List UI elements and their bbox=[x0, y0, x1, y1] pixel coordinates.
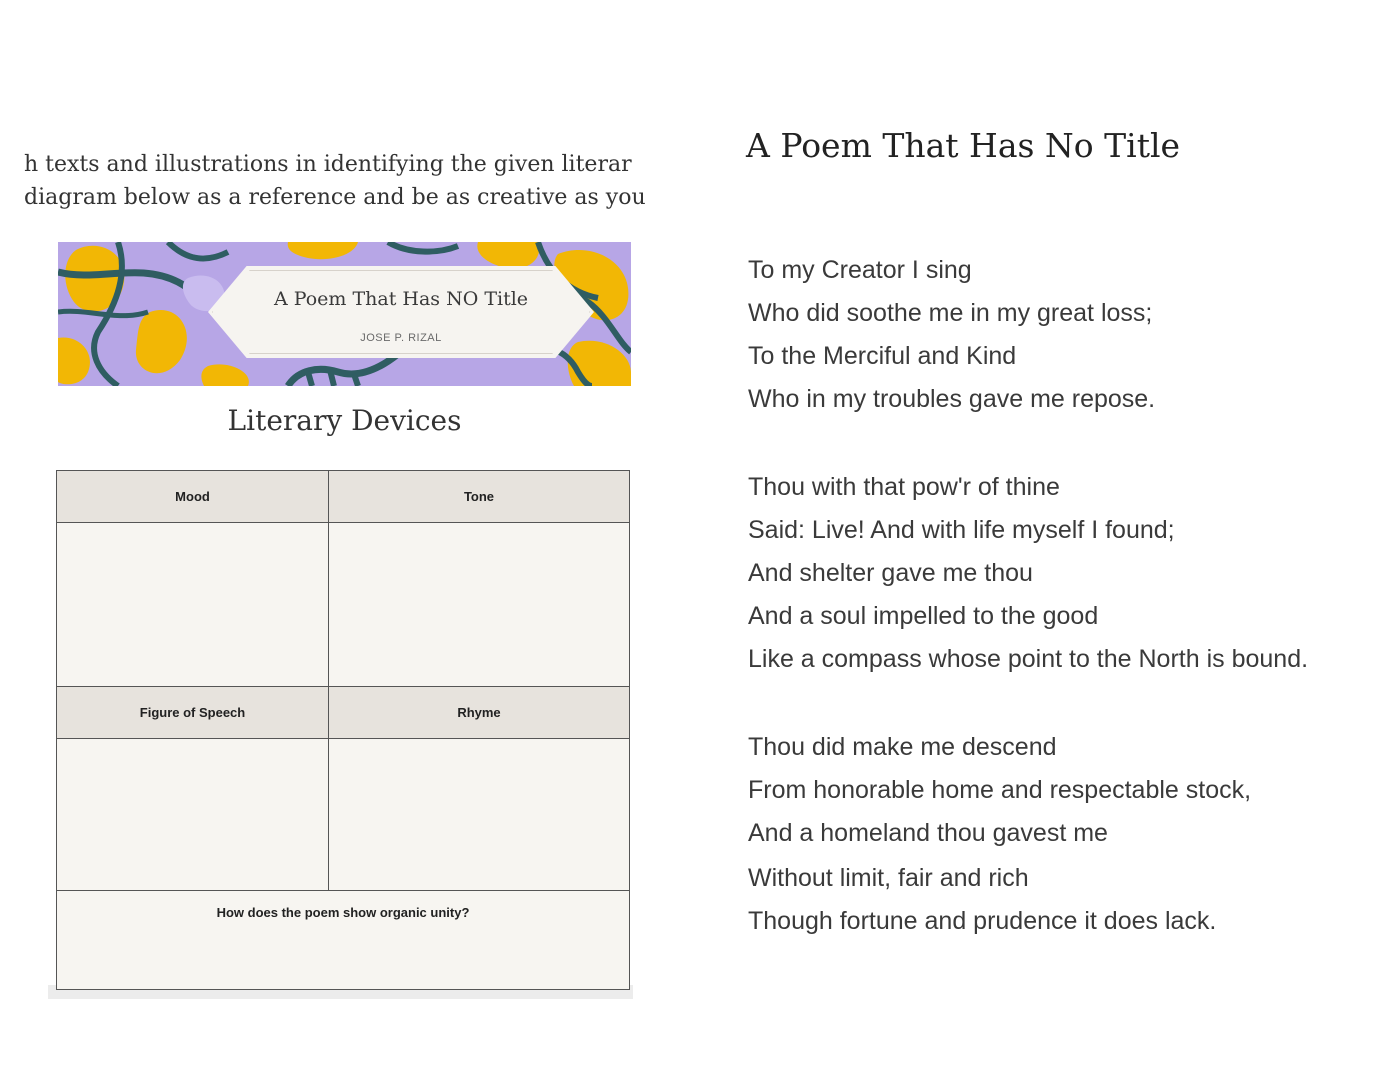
poem-line: Though fortune and prudence it does lack. bbox=[748, 907, 1217, 935]
poem-line: Who did soothe me in my great loss; bbox=[748, 299, 1153, 327]
poem-line: Like a compass whose point to the North is bound. bbox=[748, 645, 1309, 673]
poem-line: Said: Live! And with life myself I found; bbox=[748, 516, 1175, 544]
tone-answer-box[interactable] bbox=[329, 523, 629, 687]
rhyme-answer-box[interactable] bbox=[329, 739, 629, 891]
banner-author: JOSE P. RIZAL bbox=[360, 332, 442, 344]
instructions-line: h texts and illustrations in identifying the given literar bbox=[24, 152, 632, 177]
poem-line: And a soul impelled to the good bbox=[748, 602, 1099, 630]
poem-line: Thou with that pow'r of thine bbox=[748, 473, 1060, 501]
section-title: Literary Devices bbox=[227, 404, 462, 437]
poem-banner bbox=[58, 242, 631, 386]
poem-line: To the Merciful and Kind bbox=[748, 342, 1017, 370]
mood-answer-box[interactable] bbox=[57, 523, 329, 687]
poem-line: And shelter gave me thou bbox=[748, 559, 1033, 587]
banner-title: A Poem That Has NO Title bbox=[273, 288, 529, 310]
literary-devices-table bbox=[56, 470, 630, 990]
figure-of-speech-header: Figure of Speech bbox=[57, 687, 329, 739]
organic-unity-question: How does the poem show organic unity? bbox=[216, 905, 470, 920]
poem-line: Thou did make me descend bbox=[748, 733, 1057, 761]
tone-header: Tone bbox=[329, 471, 629, 523]
figure-of-speech-answer-box[interactable] bbox=[57, 739, 329, 891]
organic-unity-question-box[interactable] bbox=[57, 891, 629, 988]
mood-header: Mood bbox=[57, 471, 329, 523]
poem-line: Who in my troubles gave me repose. bbox=[748, 385, 1156, 413]
rhyme-header: Rhyme bbox=[329, 687, 629, 739]
poem-line: From honorable home and respectable stock, bbox=[748, 776, 1252, 804]
poem-title: A Poem That Has No Title bbox=[746, 126, 1181, 165]
instructions-line: diagram below as a reference and be as creative as you bbox=[24, 185, 646, 210]
instructions-text bbox=[24, 148, 676, 214]
poem-line: Without limit, fair and rich bbox=[748, 864, 1029, 892]
poem-line: To my Creator I sing bbox=[748, 256, 972, 284]
poem-line: And a homeland thou gavest me bbox=[748, 819, 1108, 847]
